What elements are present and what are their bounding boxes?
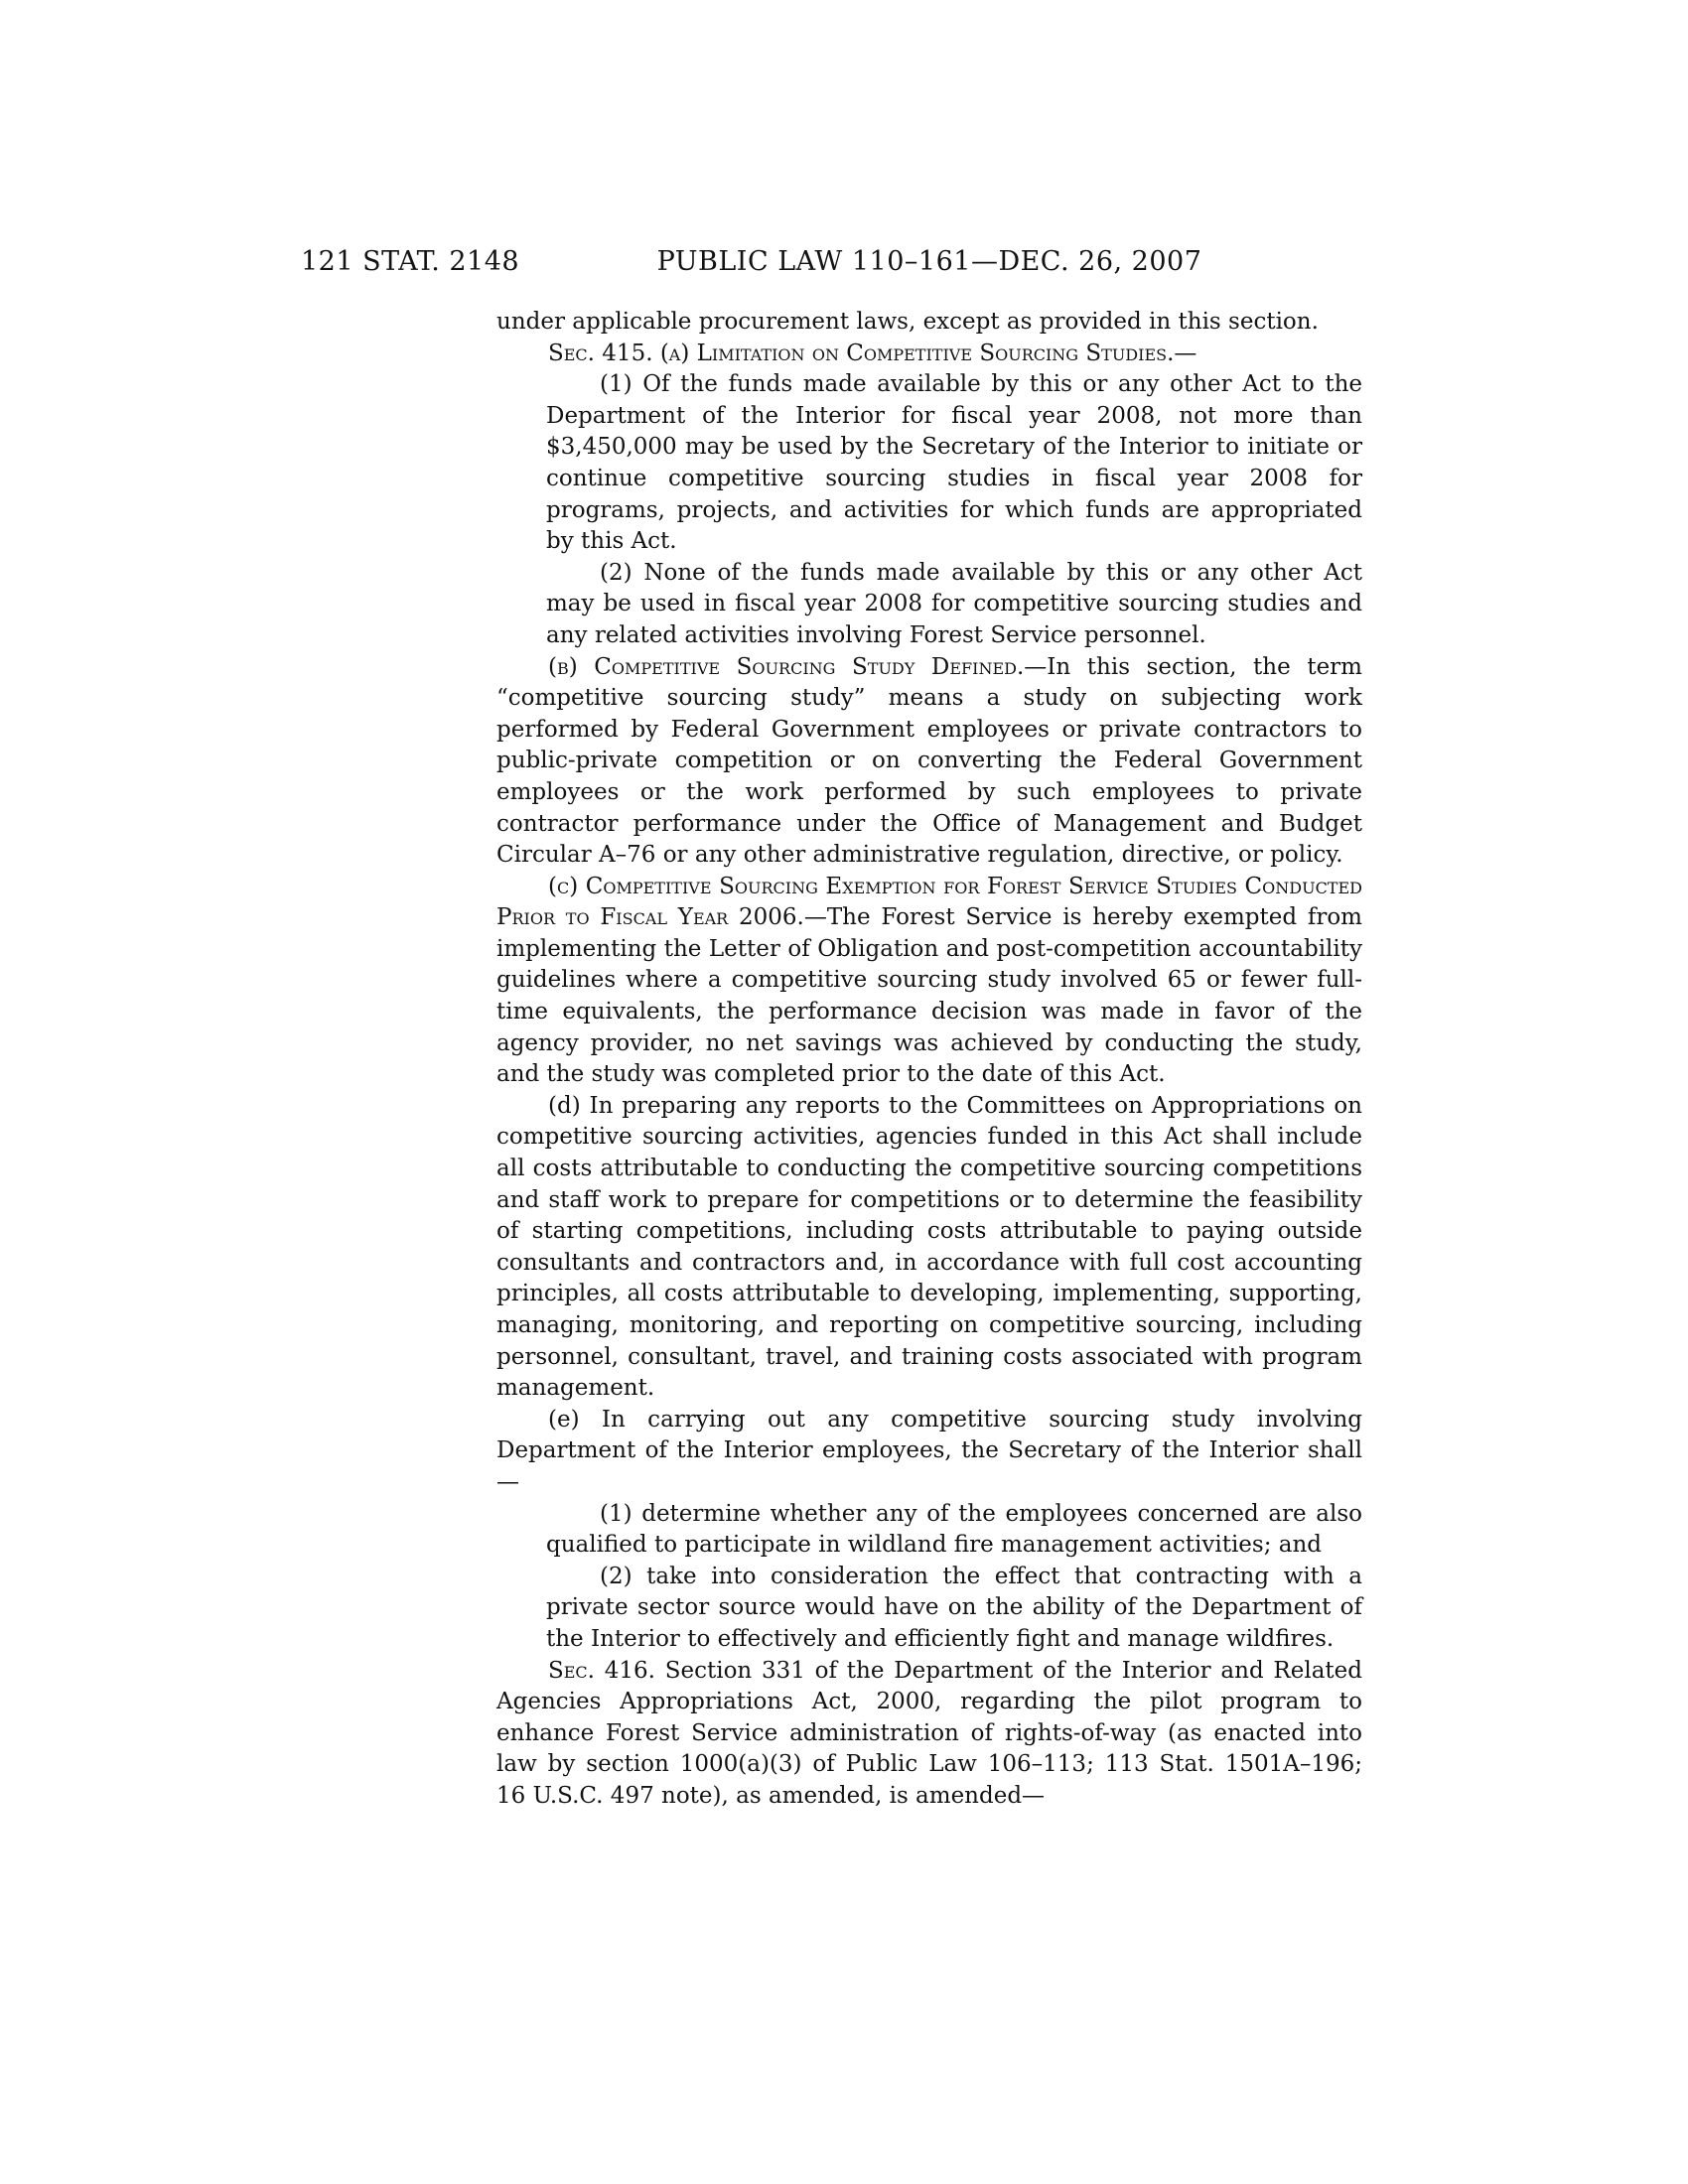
paragraph-sec-415-a-2 [546,558,1362,652]
statutes-at-large-page-number: 121 STAT. 2148 [301,246,520,277]
page-header [0,246,1688,286]
statute-body-text [496,307,1362,1813]
paragraph-sec-415-a-1 [546,369,1362,558]
text-run: (2) None of the funds made available by this or any other Act may be used in fiscal year 2008 for competitive sourcing studies and any related activities involving Forest Service personnel. [546,559,1362,648]
paragraph-sec-415-e [496,1405,1362,1499]
text-run: (e) In carrying out any competitive sourcing study involving Department of the Interior employees, the Secretary of the Interior shall— [496,1406,1362,1495]
small-caps-run: (c) Competitive Sourcing Exemption for Forest Service Studies Conducted Prior to Fiscal Year 2006.— [496,873,1362,931]
text-run: (d) In preparing any reports to the Committees on Appropriations on competitive sourcing activities, agencies funded in this Act shall include all costs attributable to conducting the competitive sourcing competitions and staff work to prepare for competitions or to determine the feasibility of starting competitions, including costs attributable to paying outside consultants and contractors and, in accordance with full cost accounting principles, all costs attributable to developing, implementing, supporting, managing, monitoring, and reporting on competitive sourcing, including personnel, consultant, travel, and training costs associated with program management. [496,1092,1362,1402]
paragraph-sec-416 [496,1656,1362,1813]
small-caps-run: Sec. [548,1657,595,1684]
text-run: under applicable procurement laws, except as provided in this section. [496,309,1319,335]
paragraph-sec-415-c [496,872,1362,1091]
paragraph-continuation [496,307,1362,339]
paragraph-sec-415-e-2 [546,1562,1362,1656]
text-run: (1) determine whether any of the employees concerned are also qualified to participate in wildland fire management activities; and [546,1500,1362,1559]
small-caps-run: Sec. 415. (a) Limitation on Competitive Sourcing Studies.— [548,340,1197,366]
text-run: In this section, the term “competitive sourcing study” means a study on subjecting work performed by Federal Government employees or private contractors to public-private competition or on converting the Federal Government employees or the work performed by such employees to private contractor performance under the Office of Management and Budget Circular A–76 or any other administrative regulation, directive, or policy. [496,653,1362,869]
public-law-running-title: PUBLIC LAW 110–161—DEC. 26, 2007 [656,246,1202,277]
paragraph-sec-415-b [496,652,1362,872]
paragraph-sec-415-heading [496,339,1362,370]
paragraph-sec-415-d [496,1091,1362,1405]
text-run: 416. Section 331 of the Department of the Interior and Related Agencies Appropriations Act, 2000, regarding the pilot program to enhance Forest Service administration of rights-of-way (as enacted into law by section 1000(a)(3) of Public Law 106–113; 113 Stat. 1501A–196; 16 U.S.C. 497 note), as amended, is amended— [496,1657,1362,1809]
small-caps-run: (b) Competitive Sourcing Study Defined.— [548,653,1048,680]
text-run: The Forest Service is hereby exempted from implementing the Letter of Obligation and post-competition accountability guidelines where a competitive sourcing study involved 65 or fewer full-time equivalents, the performance decision was made in favor of the agency provider, no net savings was achieved by conducting the study, and the study was completed prior to the date of this Act. [496,904,1362,1088]
text-run: (2) take into consideration the effect that contracting with a private sector source would have on the ability of the Department of the Interior to effectively and efficiently fight and manage wildfires. [546,1563,1362,1652]
text-run: (1) Of the funds made available by this or any other Act to the Department of the Interior for fiscal year 2008, not more than $3,450,000 may be used by the Secretary of the Interior to initiate or continue competitive sourcing studies in fiscal year 2008 for programs, projects, and activities for which funds are appropriated by this Act. [546,371,1362,555]
paragraph-sec-415-e-1 [546,1499,1362,1562]
